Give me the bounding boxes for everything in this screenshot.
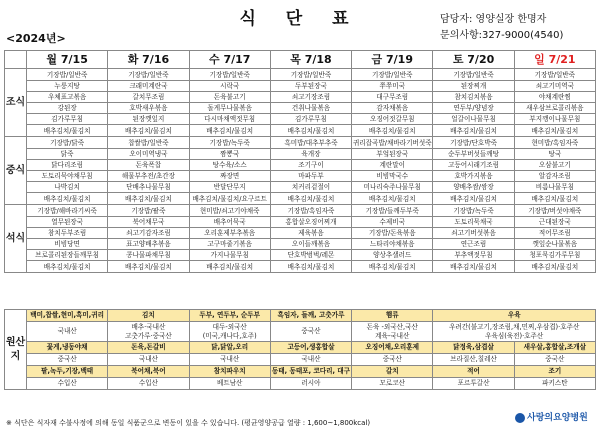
menu-item: 단호박범벅/레몬 xyxy=(270,250,351,261)
menu-item: 기장밥/일반죽 xyxy=(270,69,351,81)
menu-item: 짬뽕국 xyxy=(189,149,270,160)
menu-item: 도토리묵야채무침 xyxy=(27,171,108,182)
menu-item: 기장밥/일반죽 xyxy=(433,69,514,81)
origin-item-name: 갈치 xyxy=(352,366,433,378)
origin-country: 수입산 xyxy=(27,378,108,390)
origin-item-name: 조기 xyxy=(514,366,595,378)
menu-item: 오리훈제부추볶음 xyxy=(189,228,270,239)
menu-item: 나박김치 xyxy=(27,182,108,193)
menu-item: 현미밥/쇠고기야채죽 xyxy=(189,205,270,217)
origin-country: 러시아 xyxy=(270,378,351,390)
menu-item: 배추김치/물김치 xyxy=(108,193,189,205)
menu-item: 배추김치/물김치 xyxy=(433,261,514,273)
origin-country: 포르투갈산 xyxy=(433,378,514,390)
contact-info: 문의사항:327-9000(4540) xyxy=(440,30,564,41)
origin-item-name: 두부, 연두부, 순두부 xyxy=(189,310,270,322)
origin-header-row xyxy=(5,342,596,354)
menu-item: 크래미계란국 xyxy=(108,81,189,92)
origin-country: 국내산 xyxy=(270,354,351,366)
day-header-5: 금 7/19 xyxy=(352,51,433,69)
table-row xyxy=(5,239,596,250)
meal-label-2: 중식 xyxy=(5,137,27,205)
menu-item: 대구무조림 xyxy=(352,92,433,103)
manager-info xyxy=(440,12,563,44)
day-header-3: 수 7/17 xyxy=(189,51,270,69)
menu-item: 닭죽 xyxy=(27,149,108,160)
menu-item: 미나리숙주나물무침 xyxy=(352,182,433,193)
menu-item: 배추김치/물김치 xyxy=(270,261,351,273)
menu-item: 배추김치/물김치 xyxy=(27,125,108,137)
menu-item: 건취나물볶음 xyxy=(270,103,351,114)
menu-item: 돈육폭찹 xyxy=(108,160,189,171)
menu-item: 배추김치/물김치 xyxy=(352,125,433,137)
menu-item: 치커리겉절이 xyxy=(270,182,351,193)
origin-item-name: 동태, 동태포, 코다리, 대구 xyxy=(270,366,351,378)
table-row xyxy=(5,171,596,182)
origin-value-row xyxy=(5,322,596,342)
day-header-row xyxy=(5,51,596,69)
menu-item: 깻잎순나물볶음 xyxy=(514,239,595,250)
origin-country: 중국산 xyxy=(352,354,433,366)
menu-item: 기장밥/돈육볶음 xyxy=(352,228,433,239)
menu-item: 쭈쭈미국 xyxy=(352,81,433,92)
menu-item: 표고양배추볶음 xyxy=(108,239,189,250)
menu-item: 탕국 xyxy=(514,149,595,160)
menu-item: 탕수육/소스 xyxy=(189,160,270,171)
table-row xyxy=(5,114,596,125)
menu-item: 돌게무나물볶음 xyxy=(189,103,270,114)
origin-item-name: 적어 xyxy=(433,366,514,378)
origin-country: 국내산 xyxy=(189,354,270,366)
menu-item: 기장밥/일반죽 xyxy=(27,69,108,81)
menu-item: 야채계란찜 xyxy=(514,92,595,103)
origin-label: 원산지 xyxy=(5,310,27,390)
menu-item: 양상추샐러드 xyxy=(352,250,433,261)
menu-item: 쇠고기장조림 xyxy=(270,92,351,103)
origin-item-name: 새우살,홍합살,조개살 xyxy=(514,342,595,354)
origin-item-name: 오징어채,오리훈제 xyxy=(352,342,433,354)
menu-item: 배추김치/물김치 xyxy=(189,261,270,273)
menu-item: 수제비국 xyxy=(352,217,433,228)
menu-item: 강된장 xyxy=(27,103,108,114)
table-row xyxy=(5,160,596,171)
menu-table xyxy=(4,50,596,273)
origin-item-name: 백미,찹쌀,현미,흑미,귀리 xyxy=(27,310,108,322)
menu-item: 귀리잡곡밥/채바라기버섯죽 xyxy=(352,138,432,147)
menu-item: 누룽지탕 xyxy=(27,81,108,92)
menu-item: 흑미밥/대추부추죽 xyxy=(270,137,351,149)
origin-item-name: 닭,닭알,오리 xyxy=(189,342,270,354)
menu-item: 얼갈이나물무침 xyxy=(433,114,514,125)
table-row xyxy=(5,103,596,114)
menu-item: 육개장 xyxy=(270,149,351,160)
origin-item-name: 참치파우치 xyxy=(189,366,270,378)
menu-item: 부지깽이나물무침 xyxy=(514,114,595,125)
menu-item: 계란말이 xyxy=(352,160,433,171)
origin-value-row xyxy=(5,378,596,390)
menu-item: 배추김치/물김치 xyxy=(27,261,108,273)
menu-item: 새우삼브로콜리볶음 xyxy=(514,103,595,114)
menu-item: 기장밥/일반죽 xyxy=(189,69,270,81)
menu-item: 다시마채액젓무침 xyxy=(189,114,270,125)
menu-item: 배추김치/물김치 xyxy=(108,125,189,137)
menu-item: 배추김치/물김치 xyxy=(514,125,595,137)
origin-country: 중국산 xyxy=(514,354,595,366)
menu-item: 배추김치/물김치 xyxy=(189,125,270,137)
menu-item: 기장밥/팥죽 xyxy=(108,205,189,217)
menu-item: 적어무조림 xyxy=(514,228,595,239)
origin-country: 우려간(불고기,장조림,채,민찌,우삼겹)·호주산 우육심(육전)·호주산 xyxy=(433,322,596,342)
origin-value-row xyxy=(5,354,596,366)
menu-item: 알감자조림 xyxy=(514,171,595,182)
origin-country: 중국산 xyxy=(270,322,351,342)
origin-item-name: 닭정육,삼겹살 xyxy=(433,342,514,354)
menu-item: 비빔당면 xyxy=(27,239,108,250)
origin-country: 모로코산 xyxy=(352,378,433,390)
origin-item-name: 고등어,생홍합살 xyxy=(270,342,351,354)
page-title: 식 단 표 xyxy=(239,9,361,29)
table-row xyxy=(5,182,596,193)
menu-item: 배추김치/물김치 xyxy=(352,193,433,205)
menu-item: 두부된장국 xyxy=(270,81,351,92)
origin-item-name: 김치 xyxy=(108,310,189,322)
origin-item-name: 햄류 xyxy=(352,310,433,322)
origin-country: 브라질산,칠레산 xyxy=(433,354,514,366)
menu-item: 도토리묵채국 xyxy=(433,217,514,228)
menu-item: 기장밥/녹두죽 xyxy=(189,137,270,149)
menu-item: 오삼불고기 xyxy=(514,160,595,171)
menu-item: 제육볶음 xyxy=(270,228,351,239)
menu-item: 쇠고기미역국 xyxy=(514,81,595,92)
menu-item: 호박가지볶음 xyxy=(433,171,514,182)
menu-item: 쇠고기감자조림 xyxy=(108,228,189,239)
menu-item: 호박새우볶음 xyxy=(108,103,189,114)
table-row xyxy=(5,137,596,149)
table-row xyxy=(5,125,596,137)
menu-item: 해물부추전/초간장 xyxy=(108,171,189,182)
origin-table xyxy=(4,309,596,390)
menu-item: 배추김치/물김치/요구르트 xyxy=(189,193,270,205)
day-header-2: 화 7/16 xyxy=(108,51,189,69)
menu-item: 연근조림 xyxy=(433,239,514,250)
day-header-1: 월 7/15 xyxy=(27,51,108,69)
menu-item: 참치김치볶음 xyxy=(433,92,514,103)
menu-item: 비름나물무침 xyxy=(514,182,595,193)
menu-item: 반달단무지 xyxy=(189,182,270,193)
menu-item: 근대된장국 xyxy=(514,217,595,228)
table-row xyxy=(5,250,596,261)
menu-item: 배추김치/물김치 xyxy=(270,193,351,205)
table-row xyxy=(5,69,596,81)
menu-item: 부엌된장국 xyxy=(352,149,433,160)
origin-item-name: 우육 xyxy=(433,310,596,322)
menu-item: 조기구이 xyxy=(270,160,351,171)
menu-item: 고구마줄기볶음 xyxy=(189,239,270,250)
menu-item: 찹쌀밥/일반죽 xyxy=(108,137,189,149)
day-header-4: 목 7/18 xyxy=(270,51,351,69)
menu-item: 비빔막국수 xyxy=(352,171,433,182)
menu-item: 기장밥/들깨두부죽 xyxy=(352,205,433,217)
origin-item-name: 흑임자, 들깨, 고춧가루 xyxy=(270,310,351,322)
origin-country: 국내산 xyxy=(27,322,108,342)
menu-item: 기장밥/흑임자죽 xyxy=(270,205,351,217)
menu-item: 닭다리조림 xyxy=(27,160,108,171)
menu-item: 단배추나물무침 xyxy=(108,182,189,193)
origin-item-name: 돈육,돈갈비 xyxy=(108,342,189,354)
menu-item: 기장밥/단호박죽 xyxy=(433,137,514,149)
menu-item: 고등어시래기조림 xyxy=(433,160,514,171)
table-row xyxy=(5,217,596,228)
menu-item: 우체표고볶음 xyxy=(27,92,108,103)
menu-item: 배추김치/물김치 xyxy=(27,193,108,205)
origin-country: 대두-외국산 (미국,캐나다,호주) xyxy=(189,322,270,342)
menu-item: 감자채볶음 xyxy=(352,103,433,114)
meal-label-1: 조식 xyxy=(5,69,27,137)
menu-item: 느타리야채볶음 xyxy=(352,239,433,250)
menu-item: 가지나물무침 xyxy=(189,250,270,261)
table-row xyxy=(5,228,596,239)
origin-country: 중국산 xyxy=(27,354,108,366)
menu-item: 된장찌개 xyxy=(433,81,514,92)
menu-item: 오이들깨볶음 xyxy=(270,239,351,250)
menu-item: 배추김치/물김치 xyxy=(514,261,595,273)
menu-item: 기장밥/닭죽 xyxy=(27,137,108,149)
origin-country: 국내산 xyxy=(108,354,189,366)
hospital-logo xyxy=(515,410,588,423)
footnote: ※ 식단은 식자재 수불사정에 의해 동일 식품군으로 변동이 있을 수 있습니다. (평균영양공급 열량 : 1,600~1,800kcal) xyxy=(6,419,371,427)
menu-item: 배추김치/물김치 xyxy=(352,261,433,273)
menu-item: 기장밥/해바라기씨죽 xyxy=(27,205,108,217)
menu-item: 갈치무조림 xyxy=(108,92,189,103)
menu-item: 콩나물파채무침 xyxy=(108,250,189,261)
table-row xyxy=(5,205,596,217)
menu-item: 양배추쌈/쌈장 xyxy=(433,182,514,193)
day-header-7: 일 7/21 xyxy=(514,51,595,69)
hospital-name: 사랑의요양병원 xyxy=(527,413,588,423)
menu-item: 배추김치/물김치 xyxy=(270,125,351,137)
origin-country: 수입산 xyxy=(108,378,189,390)
menu-item: 브로콜리된장들깨무침 xyxy=(27,250,108,261)
origin-item-name: 팥,녹두,기장,백태 xyxy=(27,366,108,378)
table-row xyxy=(5,261,596,273)
manager-name: 담당자: 영양실장 한명자 xyxy=(440,14,547,25)
origin-header-row xyxy=(5,366,596,378)
menu-item: 순두부버섯들깨탕 xyxy=(433,149,514,160)
menu-item: 배추어묵국 xyxy=(189,217,270,228)
menu-item: 청포묵김가루무침 xyxy=(514,250,595,261)
menu-item: 배추김치/물김치 xyxy=(108,261,189,273)
menu-item: 연두부/양념장 xyxy=(433,103,514,114)
menu-item: 북어채무국 xyxy=(108,217,189,228)
meal-label-3: 석식 xyxy=(5,205,27,273)
origin-country: 배추·국내산 고춧가루·중국산 xyxy=(108,322,189,342)
menu-item: 김가루무침 xyxy=(270,114,351,125)
menu-item: 기장밥/일반죽 xyxy=(514,69,595,81)
corner-cell xyxy=(5,51,27,69)
origin-country: 돈육 -외국산,국산 계육-국내산 xyxy=(352,322,433,342)
menu-item: 기장밥/버섯야채죽 xyxy=(514,205,595,217)
menu-item: 오징어젓갈무침 xyxy=(352,114,433,125)
menu-item: 마파두부 xyxy=(270,171,351,182)
table-row xyxy=(5,92,596,103)
day-header-6: 토 7/20 xyxy=(433,51,514,69)
menu-item: 기장밥/일반죽 xyxy=(108,69,189,81)
menu-item: 오이미역냉국 xyxy=(108,149,189,160)
menu-item: 홍합살오징어찌개 xyxy=(270,217,351,228)
menu-item: 열무된장국 xyxy=(27,217,108,228)
origin-item-name: 북어채,북어 xyxy=(108,366,189,378)
menu-item: 기장밥/일반죽 xyxy=(352,69,433,81)
table-row xyxy=(5,193,596,205)
menu-item: 현미밥/흑임자죽 xyxy=(514,137,595,149)
menu-item: 된장깻잎지 xyxy=(108,114,189,125)
menu-item: 기장밥/녹두죽 xyxy=(433,205,514,217)
hospital-logo-icon xyxy=(515,413,525,423)
menu-item: 참치두부조림 xyxy=(27,228,108,239)
menu-item: 김가루무침 xyxy=(27,114,108,125)
menu-item: 배추김치/물김치 xyxy=(433,193,514,205)
table-row xyxy=(5,81,596,92)
menu-item: 배추김치/물김치 xyxy=(433,125,514,137)
menu-item: 부추액젓무침 xyxy=(433,250,514,261)
menu-item: 시락국 xyxy=(189,81,270,92)
origin-country: 파키스탄 xyxy=(514,378,595,390)
menu-item: 돈육불고기 xyxy=(189,92,270,103)
origin-header-row xyxy=(5,310,596,322)
menu-item: 쇠고기버섯볶음 xyxy=(433,228,514,239)
table-row xyxy=(5,149,596,160)
year-label: <2024년> xyxy=(6,32,66,45)
origin-country: 베트남산 xyxy=(189,378,270,390)
menu-item: 짜장면 xyxy=(189,171,270,182)
origin-item-name: 꽃게,냉동야채 xyxy=(27,342,108,354)
menu-item: 배추김치/물김치 xyxy=(514,193,595,205)
